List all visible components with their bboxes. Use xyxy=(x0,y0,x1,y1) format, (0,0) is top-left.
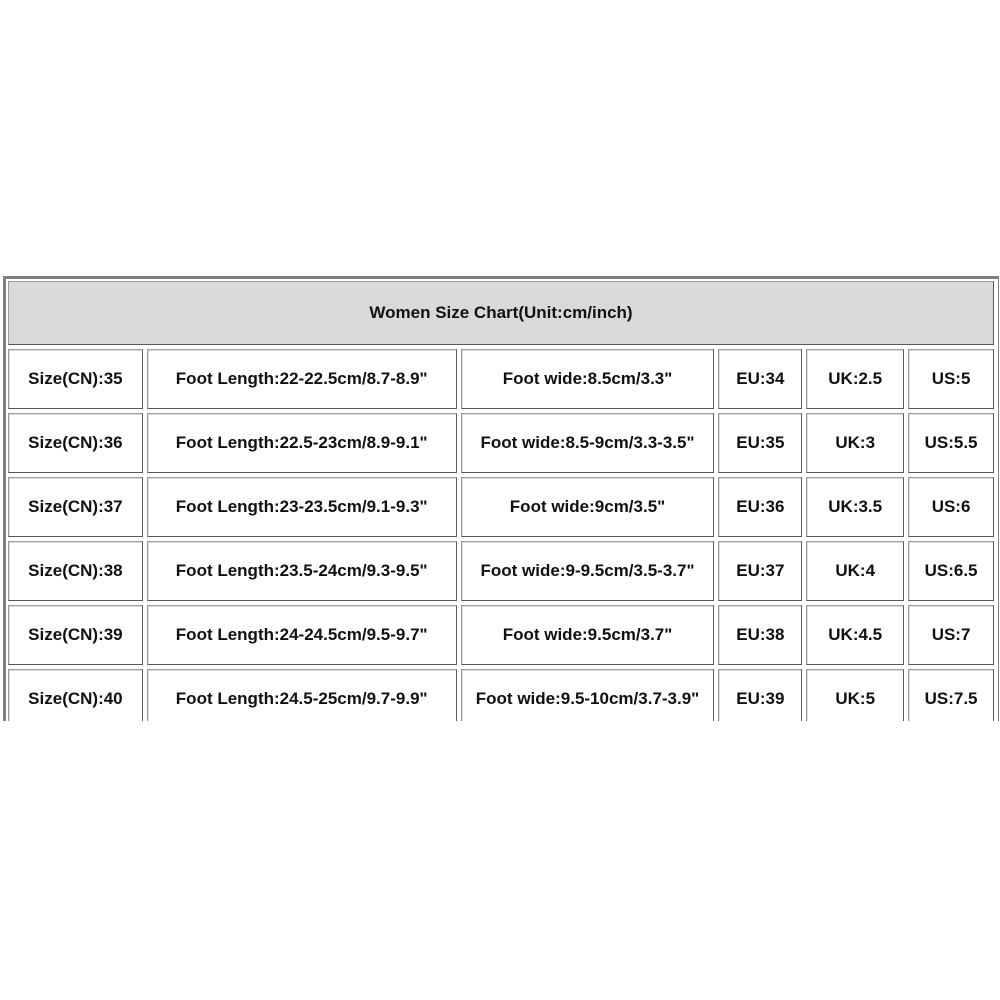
eu-size-cell: EU:36 xyxy=(718,477,802,537)
eu-size-cell: EU:35 xyxy=(718,413,802,473)
size-cn-cell: Size(CN):37 xyxy=(8,477,143,537)
title-row xyxy=(8,281,994,345)
foot-wide-cell: Foot wide:9-9.5cm/3.5-3.7" xyxy=(461,541,715,601)
eu-size-cell: EU:39 xyxy=(718,669,802,721)
size-row xyxy=(8,669,994,721)
size-row xyxy=(8,541,994,601)
size-cn-cell: Size(CN):40 xyxy=(8,669,143,721)
foot-wide-cell: Foot wide:8.5-9cm/3.3-3.5" xyxy=(461,413,715,473)
size-cn-cell: Size(CN):38 xyxy=(8,541,143,601)
foot-length-cell: Foot Length:23.5-24cm/9.3-9.5" xyxy=(147,541,457,601)
size-cn-cell: Size(CN):36 xyxy=(8,413,143,473)
foot-wide-cell: Foot wide:9.5cm/3.7" xyxy=(461,605,715,665)
us-size-cell: US:6 xyxy=(908,477,994,537)
size-row xyxy=(8,605,994,665)
uk-size-cell: UK:5 xyxy=(806,669,904,721)
size-cn-cell: Size(CN):39 xyxy=(8,605,143,665)
us-size-cell: US:5.5 xyxy=(908,413,994,473)
eu-size-cell: EU:38 xyxy=(718,605,802,665)
foot-wide-cell: Foot wide:8.5cm/3.3" xyxy=(461,349,715,409)
size-cn-cell: Size(CN):35 xyxy=(8,349,143,409)
uk-size-cell: UK:4 xyxy=(806,541,904,601)
foot-length-cell: Foot Length:22.5-23cm/8.9-9.1" xyxy=(147,413,457,473)
chart-title: Women Size Chart(Unit:cm/inch) xyxy=(8,281,994,345)
foot-length-cell: Foot Length:24-24.5cm/9.5-9.7" xyxy=(147,605,457,665)
foot-wide-cell: Foot wide:9cm/3.5" xyxy=(461,477,715,537)
us-size-cell: US:7.5 xyxy=(908,669,994,721)
us-size-cell: US:7 xyxy=(908,605,994,665)
size-row xyxy=(8,477,994,537)
foot-length-cell: Foot Length:23-23.5cm/9.1-9.3" xyxy=(147,477,457,537)
uk-size-cell: UK:3.5 xyxy=(806,477,904,537)
size-chart-frame xyxy=(3,276,999,721)
size-row xyxy=(8,413,994,473)
foot-length-cell: Foot Length:22-22.5cm/8.7-8.9" xyxy=(147,349,457,409)
size-row xyxy=(8,349,994,409)
uk-size-cell: UK:3 xyxy=(806,413,904,473)
size-chart-table xyxy=(4,277,998,721)
us-size-cell: US:6.5 xyxy=(908,541,994,601)
uk-size-cell: UK:4.5 xyxy=(806,605,904,665)
eu-size-cell: EU:34 xyxy=(718,349,802,409)
eu-size-cell: EU:37 xyxy=(718,541,802,601)
us-size-cell: US:5 xyxy=(908,349,994,409)
foot-wide-cell: Foot wide:9.5-10cm/3.7-3.9" xyxy=(461,669,715,721)
uk-size-cell: UK:2.5 xyxy=(806,349,904,409)
foot-length-cell: Foot Length:24.5-25cm/9.7-9.9" xyxy=(147,669,457,721)
